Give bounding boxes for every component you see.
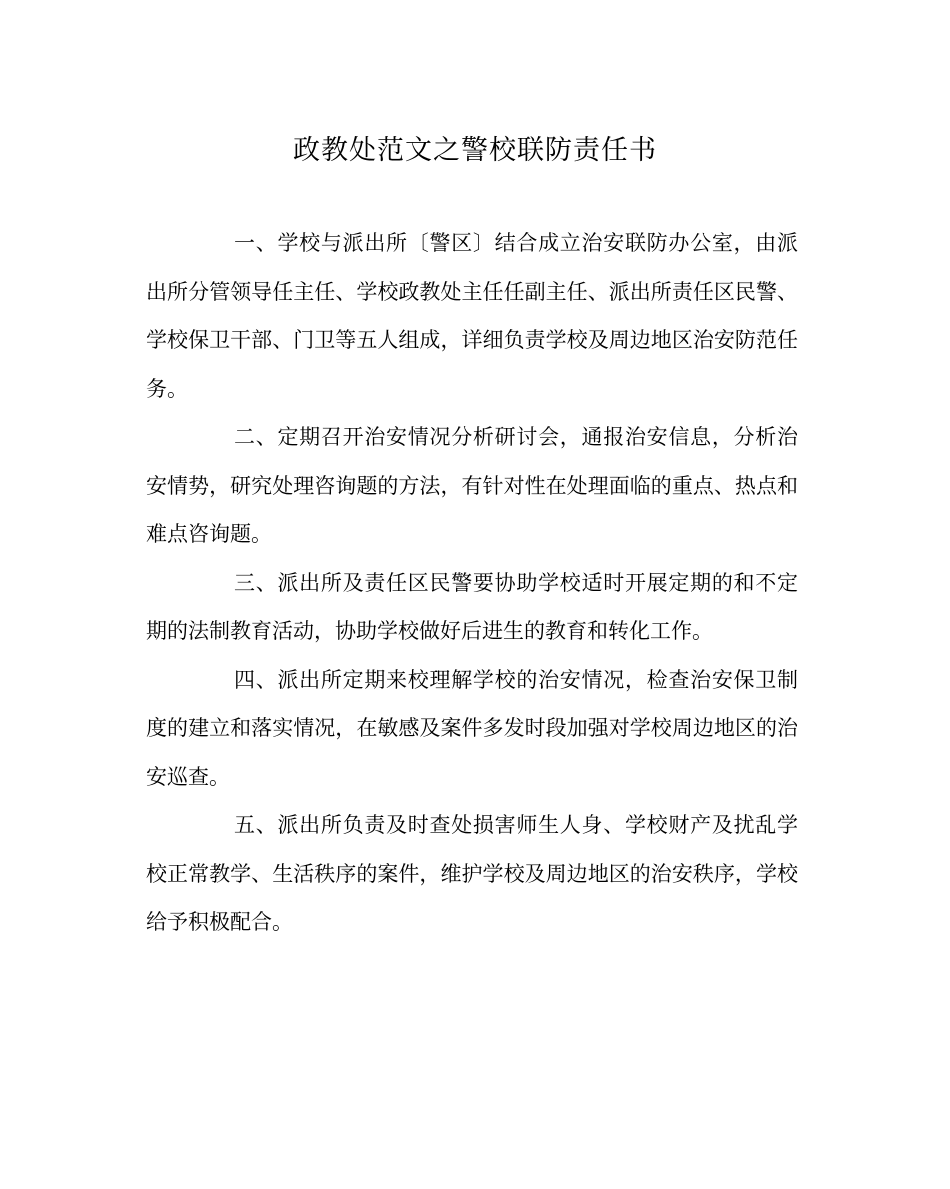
paragraph-2: 二、定期召开治安情况分析研讨会，通报治安信息，分析治安情势，研究处理咨询题的方法，有针对性在处理面临的重点、热点和难点咨询题。: [146, 425, 798, 546]
document-title: 政教处范文之警校联防责任书: [293, 135, 657, 166]
paragraph-1: 一、学校与派出所〔警区〕结合成立治安联防办公室，由派出所分管领导任主任、学校政教处主任任副主任、派出所责任区民警、学校保卫干部、门卫等五人组成，详细负责学校及周边地区治安防范任务。: [146, 231, 798, 401]
document-body: [146, 219, 798, 947]
paragraph-3: 三、派出所及责任区民警要协助学校适时开展定期的和不定期的法制教育活动，协助学校做好后进生的教育和转化工作。: [146, 570, 798, 643]
paragraph-4: 四、派出所定期来校理解学校的治安情况，检查治安保卫制度的建立和落实情况，在敏感及案件多发时段加强对学校周边地区的治安巡查。: [146, 667, 798, 789]
paragraph-5: 五、派出所负责及时查处损害师生人身、学校财产及扰乱学校正常教学、生活秩序的案件，维护学校及周边地区的治安秩序，学校给予积极配合。: [146, 813, 798, 934]
